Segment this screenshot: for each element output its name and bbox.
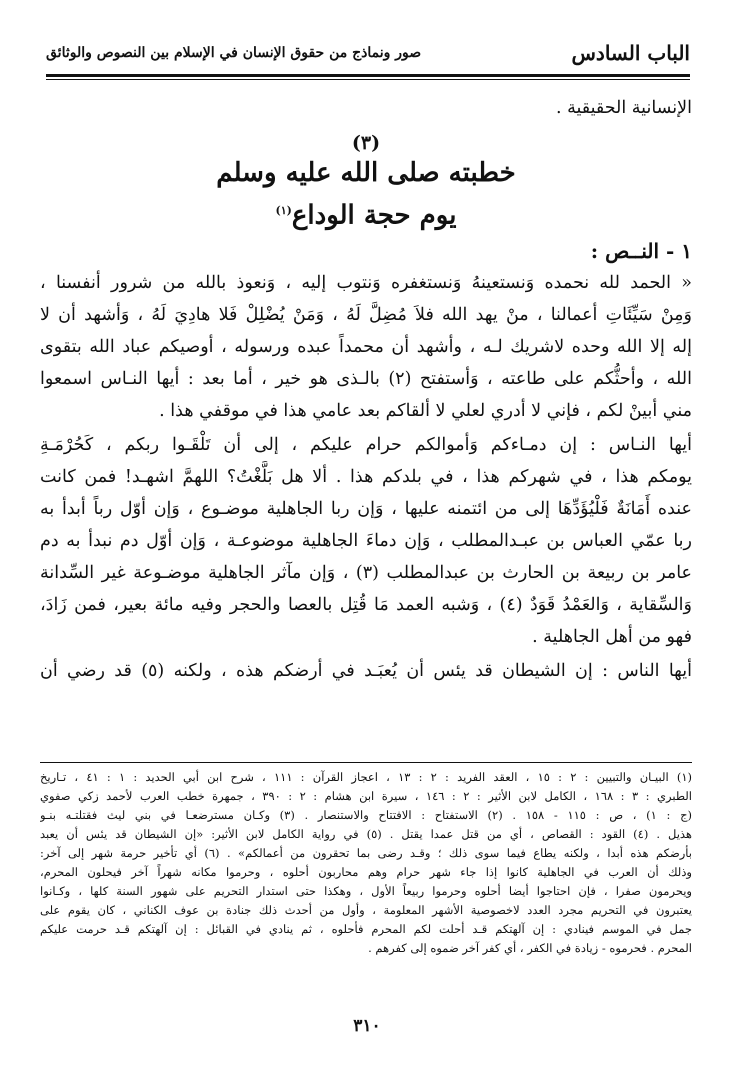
footnote-line: (١) البيـان والتبيين : ٢ : ١٥ ، العقد الفريد : ٢ : ١٣ ، اعجاز القرآن : ١١١ ، شرح ابن أبي الحديد : ١ : ٤١ ، تـاريخ <box>40 770 692 784</box>
paragraph-line: أيها النـاس : إن دمـاءكم وَأموالكم حرام عليكم ، إلى أن تَلْقَـوا ربكم ، كَحُرْمَـةِ <box>40 434 692 455</box>
opening-line: الإنسانية الحقيقية . <box>555 98 692 118</box>
title-footnote-ref: (١) <box>275 204 292 217</box>
paragraph-1 <box>40 267 692 427</box>
header-rule-thin <box>46 79 690 80</box>
paragraph-line: عامر بن ربيعة بن الحارث بن عبدالمطلب (٣) ، وَإن مآثر الجاهلية موضـوعة غير السِّدانة <box>40 562 692 583</box>
paragraph-2 <box>40 429 692 653</box>
footnotes <box>40 768 692 958</box>
paragraph-3: أيها الناس : إن الشيطان قد يئس أن يُعبَـد في أرضكم هذه ، ولكنه (٥) قد رضي أن <box>40 660 692 681</box>
title-line2-text: يوم حجة الوداع <box>291 200 457 231</box>
paragraph-line: إله إلا الله وحده لاشريك لـه ، وأشهد أن محمداً عبده ورسوله ، أوصيكم عباد الله بتقوى <box>40 336 692 357</box>
subheading-text: ١ - النــص : <box>590 238 692 263</box>
paragraph-line: فهو من أهل الجاهلية . <box>532 626 692 647</box>
footnote-line: جمل في الموسم فينادي : إن آلهتكم قـد أحلت لكم المحرم فأحلوه ، ثم ينادي في القبائل : إن آلهتكم قـد حرمت عليكم <box>40 922 692 936</box>
section-title-line1: خطبته صلى الله عليه وسلم <box>216 158 516 188</box>
footnote-line: وذلك أن العرب في الجاهلية كانوا إذا جاء شهر حرام وهم محاربون أحلوه ، وحرموا مكانه شهراً آخر فيحلون المحرم، <box>40 865 692 879</box>
paragraph-line: ربا عمّي العباس بن عبـدالمطلب ، وَإن دماءَ الجاهلية موضوعـة ، وَإن أوّل دم نبدأ به دم <box>40 530 692 551</box>
footnote-line: (ج : ١) ، ص : ١١٥ - ١٥٨ . (٢) الاستفتاح : الافتتاح والاستنصار . (٣) وكـان مسترضعـا في بني ليث فقتلتـه بنـو <box>40 808 692 822</box>
footnote-line: المحرم . فحرموه - زيادة في الكفر ، أي كفر آخر ضموه إلى كفرهم . <box>368 941 692 955</box>
footnote-line: بأرضكم هذه أبدا ، ولكنه يطاع فيما سوى ذلك ؛ وقـد رضى بما تحقرون من أعمالكم» . (٦) أي تأخير حرمة شهر إلى آخر: <box>40 846 692 860</box>
page-header <box>46 36 690 70</box>
running-title: صور ونماذج من حقوق الإنسان في الإسلام بين النصوص والوثائق <box>46 45 422 61</box>
footnote-line: يعتبرون في التحريم مجرد العدد لاخصوصية الأشهر المعلومة ، وأول من أحدث ذلك جنادة بن عوف الكناني ، كان يقوم على <box>40 903 692 917</box>
page-number: ٣١٠ <box>353 1016 381 1036</box>
footnote-line: الطبري : ٣ : ١٦٨ ، الكامل لابن الأثير : ٢ : ١٤٦ ، سيرة ابن هشام : ٢ : ٣٩٠ ، جمهرة خطب العرب لأحمد زكي صفوي <box>40 789 692 803</box>
section-number: (٣) <box>351 132 381 154</box>
paragraph-line: مني أبينْ لكم ، فإني لا أدري لعلي لا ألقاكم بعد عامي هذا في موقفي هذا . <box>159 400 692 421</box>
chapter-title: الباب السادس <box>571 41 690 65</box>
header-rule <box>46 74 690 77</box>
paragraph-line: وَالسِّقاية ، وَالعَمْدُ قَوَدٌ (٤) ، وَشبه العمد مَا قُتِل بالعصا والحجر وفيه مائة بعير، فمن زَادَ، <box>40 594 692 615</box>
footnote-line: ويحرمون صفرا ، فإن احتاجوا أيضا أحلوه وحرموا ربيعاً الأول ، وهكذا حتى استدار التحريم على شهور السنة كلها ، وكـانوا <box>40 884 692 898</box>
page-body <box>40 92 692 687</box>
section-title-line2 <box>40 192 692 235</box>
paragraph-line: الله ، وأحثُّكم على طاعته ، وَأستفتح (٢) بالـذى هو خير ، أما بعد : أيها النـاس اسمعوا <box>40 368 692 389</box>
paragraph-line: عنده أَمَانَةٌ فَلْيُؤَدِّهَا إلى من ائتمنه عليها ، وَإن ربا الجاهلية موضـوع ، وَإن أوّل رباً أبدأ به <box>40 498 692 519</box>
paragraph-line: يومكم هذا ، في شهركم هذا ، في بلدكم هذا . ألا هل بَلَّغْتُ؟ اللهمَّ اشهـد! فمن كانت <box>40 466 692 487</box>
footnote-rule <box>40 762 692 763</box>
paragraph-line: وَمِنْ سَيِّئَاتِ أعمالنا ، منْ يهد الله فلاَ مُضِلَّ لَهُ ، وَمَنْ يُضْلِلْ فَلا هادِيَ لَهُ ، وَأشهد أن لا <box>40 304 692 325</box>
footnote-line: هذيل . (٤) القود : القصاص ، أي من قتل عمدا يقتل . (٥) في رواية الكامل لابن الأثير: «إن الشيطان قد يئس أن يعبد <box>40 827 692 841</box>
paragraph-line: « الحمد لله نحمده وَنستعينهُ وَنستغفره وَنتوب إليه ، وَنعوذ بالله من شرور أنفسنا ، <box>40 272 692 293</box>
